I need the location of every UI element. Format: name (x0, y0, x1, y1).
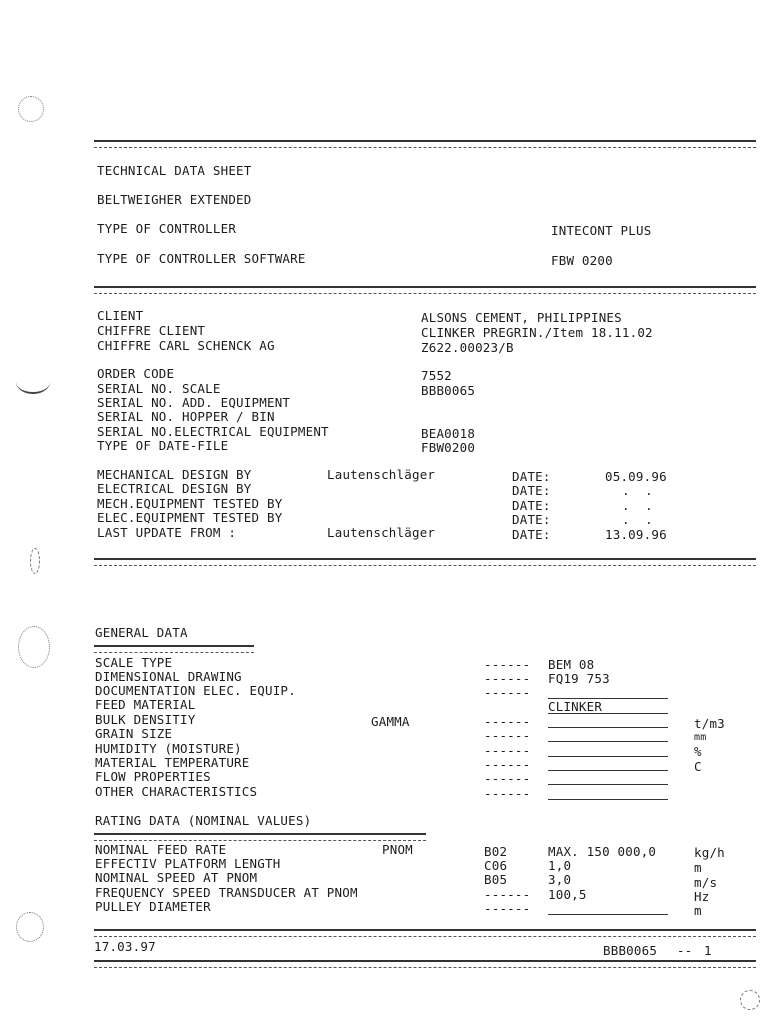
punch-hole-mark (18, 626, 50, 668)
general-code: ------ (484, 757, 531, 772)
value-underline (548, 784, 668, 785)
serial-scale-label: SERIAL NO. SCALE (97, 381, 221, 396)
serial-add-label: SERIAL NO. ADD. EQUIPMENT (97, 395, 291, 410)
rating-label: EFFECTIV PLATFORM LENGTH (95, 856, 281, 871)
value-underline (548, 799, 668, 800)
rating-label: NOMINAL FEED RATE (95, 842, 227, 857)
general-mid: GAMMA (371, 714, 410, 729)
rating-heading: RATING DATA (NOMINAL VALUES) (95, 813, 312, 828)
chiffre-client-value: CLINKER PREGRIN./Item 18.11.02 (421, 325, 653, 340)
serial-scale-value: BBB0065 (421, 383, 476, 398)
general-heading: GENERAL DATA (95, 625, 188, 640)
footer-top-rule (94, 929, 756, 937)
serial-elec-value: BEA0018 (421, 426, 476, 441)
rating-heading-rule (94, 833, 426, 841)
serial-elec-label: SERIAL NO.ELECTRICAL EQUIPMENT (97, 424, 329, 439)
rating-code: B05 (484, 872, 508, 887)
general-code: ------ (484, 771, 531, 786)
design-date-label: DATE: (512, 527, 551, 542)
rating-value: 1,0 (548, 858, 572, 873)
serial-hopper-label: SERIAL NO. HOPPER / BIN (97, 409, 275, 424)
design-label: ELEC.EQUIPMENT TESTED BY (97, 510, 283, 525)
general-code: ------ (484, 728, 531, 743)
rating-unit: m/s (694, 875, 718, 890)
design-rule (94, 558, 756, 566)
value-underline (548, 713, 668, 714)
general-unit: t/m3 (694, 716, 725, 731)
value-underline (548, 727, 668, 728)
general-label: DIMENSIONAL DRAWING (95, 669, 242, 684)
scan-speck (30, 548, 40, 574)
chiffre-client-label: CHIFFRE CLIENT (97, 323, 206, 338)
rating-label: FREQUENCY SPEED TRANSDUCER AT PNOM (95, 885, 358, 900)
value-underline (548, 914, 668, 915)
client-value: ALSONS CEMENT, PHILIPPINES (421, 310, 622, 325)
design-name: Lautenschläger (327, 525, 436, 540)
design-label: MECH.EQUIPMENT TESTED BY (97, 496, 283, 511)
value-underline (548, 756, 668, 757)
rating-unit: m (694, 860, 702, 875)
general-heading-rule (94, 645, 254, 653)
general-unit: mm (694, 732, 707, 743)
design-date-label: DATE: (512, 483, 551, 498)
design-date: 13.09.96 (605, 527, 667, 542)
controller-label: TYPE OF CONTROLLER (97, 221, 237, 236)
general-value: BEM 08 (548, 657, 595, 672)
rating-code: ------ (484, 901, 531, 916)
document-title: TECHNICAL DATA SHEET (97, 163, 252, 178)
date-file-value: FBW0200 (421, 440, 476, 455)
controller-value: INTECONT PLUS (551, 223, 652, 238)
design-label: LAST UPDATE FROM : (97, 525, 237, 540)
footer-page-separator: -- (677, 943, 693, 958)
general-unit: % (694, 744, 702, 759)
design-date: 05.09.96 (605, 469, 667, 484)
rating-label: PULLEY DIAMETER (95, 899, 211, 914)
rating-mid: PNOM (382, 842, 413, 857)
software-value: FBW 0200 (551, 253, 613, 268)
rating-code: ------ (484, 887, 531, 902)
design-date: . . (622, 498, 653, 513)
footer-serial: BBB0065 (603, 943, 658, 958)
design-label: MECHANICAL DESIGN BY (97, 467, 252, 482)
general-label: DOCUMENTATION ELEC. EQUIP. (95, 683, 296, 698)
general-unit: C (694, 759, 702, 774)
design-date-label: DATE: (512, 498, 551, 513)
punch-hole-mark (16, 370, 50, 394)
general-code: ------ (484, 714, 531, 729)
chiffre-schenck-label: CHIFFRE CARL SCHENCK AG (97, 338, 275, 353)
scan-speck (740, 990, 760, 1010)
top-rule (94, 140, 756, 148)
design-label: ELECTRICAL DESIGN BY (97, 481, 252, 496)
rating-unit: kg/h (694, 845, 725, 860)
punch-hole-mark (16, 912, 44, 942)
rating-value: MAX. 150 000,0 (548, 844, 657, 859)
general-code: ------ (484, 743, 531, 758)
design-date-label: DATE: (512, 512, 551, 527)
general-code: ------ (484, 786, 531, 801)
general-label: FLOW PROPERTIES (95, 769, 211, 784)
rating-unit: Hz (694, 889, 710, 904)
general-label: FEED MATERIAL (95, 697, 196, 712)
document-subtitle: BELTWEIGHER EXTENDED (97, 192, 252, 207)
date-file-label: TYPE OF DATE-FILE (97, 438, 229, 453)
order-code-value: 7552 (421, 368, 452, 383)
general-value: FQ19 753 (548, 671, 610, 686)
general-label: GRAIN SIZE (95, 726, 173, 741)
general-label: OTHER CHARACTERISTICS (95, 784, 258, 799)
client-label: CLIENT (97, 308, 144, 323)
general-code: ------ (484, 657, 531, 672)
footer-page-number: 1 (704, 943, 712, 958)
footer-bottom-rule (94, 960, 756, 968)
general-label: MATERIAL TEMPERATURE (95, 755, 250, 770)
design-date: . . (622, 512, 653, 527)
general-label: BULK DENSITIY (95, 712, 196, 727)
order-code-label: ORDER CODE (97, 366, 175, 381)
value-underline (548, 741, 668, 742)
software-label: TYPE OF CONTROLLER SOFTWARE (97, 251, 306, 266)
punch-hole-mark (18, 96, 44, 122)
chiffre-schenck-value: Z622.00023/B (421, 340, 514, 355)
design-date: . . (622, 483, 653, 498)
rating-unit: m (694, 903, 702, 918)
general-label: SCALE TYPE (95, 655, 173, 670)
design-date-label: DATE: (512, 469, 551, 484)
rating-code: C06 (484, 858, 508, 873)
rating-value: 3,0 (548, 872, 572, 887)
footer-date: 17.03.97 (94, 939, 156, 954)
general-code: ------ (484, 685, 531, 700)
general-value: CLINKER (548, 699, 603, 714)
rating-code: B02 (484, 844, 508, 859)
rating-label: NOMINAL SPEED AT PNOM (95, 870, 258, 885)
design-name: Lautenschläger (327, 467, 436, 482)
rating-value: 100,5 (548, 887, 587, 902)
header-rule (94, 286, 756, 294)
value-underline (548, 770, 668, 771)
general-code: ------ (484, 671, 531, 686)
general-label: HUMIDITY (MOISTURE) (95, 741, 242, 756)
